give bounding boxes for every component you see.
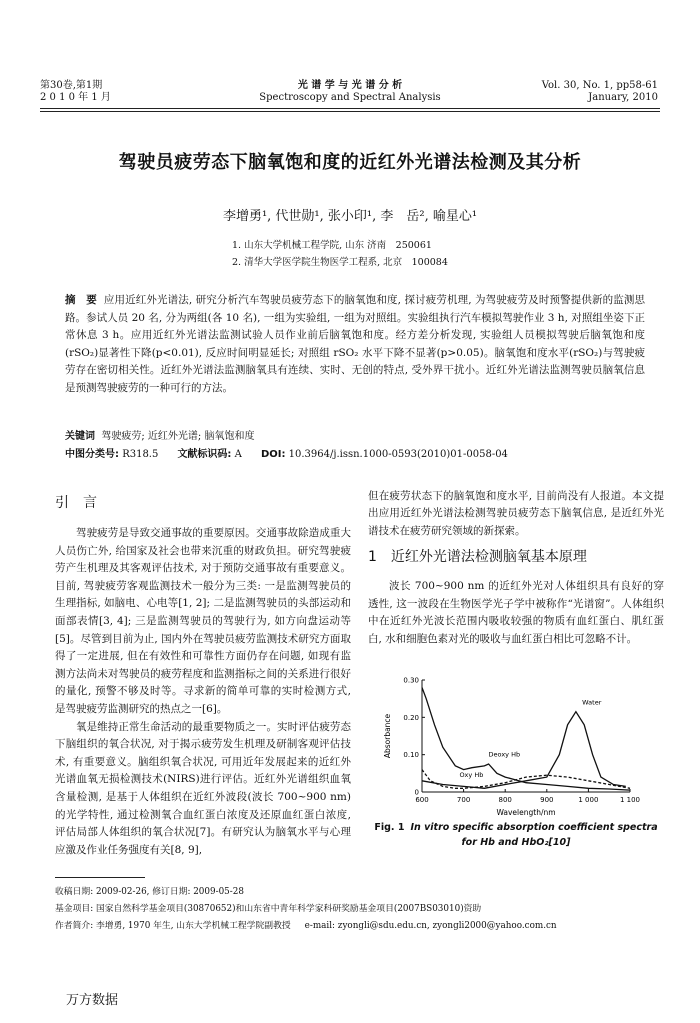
volume-label: 第30卷,第1期 [40,80,103,91]
abstract [65,292,645,397]
header-rule [40,108,660,109]
right-column [368,578,664,648]
footnote-author [55,918,665,935]
keywords-text: 驾驶疲劳; 近红外光谱; 脑氧饱和度 [101,431,255,442]
intro-paragraph-1: 驾驶疲劳是导致交通事故的重要原因。交通事故除造成重大人员伤亡外, 给国家及社会也带来沉重的财政负担。研究驾驶疲劳产生机理及其客观评估技术, 对于预防交通事故有重要意义。目前, 驾驶疲劳客观监测技术一般分为三类: 一是监测驾驶员的生理指标, 如脑电、心电等[1, 2]; 二是监测驾驶员的头部运动和面部表情[3, 4]; 三是监测驾驶员的驾驶行为, 如方向盘运动等[5]。尽管到目前为止, 国内外在驾驶员疲劳监测技术研究方面取得了一定进展, 但在有效性和可靠性方面仍存在问题, 如现有监测方法尚未对驾驶员的疲劳程度和监测指标之间的关系进行很好的量化, 预警不够及时等。寻求新的简单可靠的实时检测方式, 是驾驶疲劳监测研究的热点之一[6]。 [55,527,351,715]
citation: Vol. 30, No. 1, pp58-61 [541,80,658,91]
doi-value: 10.3964/j.issn.1000-0593(2010)01-0058-04 [288,449,508,460]
series-label-deoxy-hb: Deoxy Hb [488,750,521,759]
x-tick-label: 1 000 [578,796,599,804]
clc-value: R318.5 [122,449,159,460]
watermark: 万方数据 [66,993,119,1008]
series-line-water [422,712,626,789]
intro-heading: 引 言 [55,495,97,511]
x-axis-label: Wavelength/nm [496,808,556,817]
doc-label: 文献标识码: [177,449,232,460]
doc-value: A [234,449,242,460]
header-rule-thin [40,111,660,112]
x-tick-label: 600 [415,796,429,804]
month-en: January, 2010 [588,92,658,103]
y-tick-label: 0 [414,788,419,797]
x-tick-label: 1 100 [619,796,641,804]
footnote-email: e-mail: zyongli@sdu.edu.cn, zyongli2000@yahoo.com.cn [304,921,557,931]
figure-label: Fig. 1 [374,822,405,833]
section1-heading: 1 近红外光谱法检测脑氧基本原理 [368,549,587,565]
y-axis-label: Absorbance [383,713,392,759]
doi-label: DOI: [260,449,286,460]
abstract-label: 摘 要 [65,294,97,306]
absorption-spectra-chart [380,674,642,820]
affiliation-2: 2. 清华大学医学院生物医学工程系, 北京 100084 [232,257,448,268]
footnote-author-text: 作者简介: 李增勇, 1970 年生, 山东大学机械工程学院副教授 [55,921,291,931]
x-tick-label: 900 [540,796,554,804]
x-tick-label: 800 [498,796,512,804]
footnote-received: 收稿日期: 2009-02-26, 修订日期: 2009-05-28 [55,887,244,897]
y-tick-label: 0.10 [403,751,419,760]
header-citation [542,80,658,104]
paper-title: 驾驶员疲劳态下脑氧饱和度的近红外光谱法检测及其分析 [118,152,582,173]
footnotes [55,884,665,935]
clc-label: 中图分类号: [65,449,119,460]
series-label-water: Water [582,698,602,707]
y-tick-label: 0.30 [403,676,419,685]
x-tick-label: 700 [456,796,471,804]
keywords-block [65,428,645,464]
keywords-label: 关键词 [65,431,95,442]
figure-caption-text: In vitro specific absorption coefficient spectra for Hb and HbO₂[10] [410,822,658,848]
authors: 李增勇¹, 代世勋¹, 张小印¹, 李 岳², 喻星心¹ [222,209,478,224]
series-label-oxy-hb: Oxy Hb [459,771,484,780]
intro-paragraph-2: 氧是维持正常生命活动的最重要物质之一。实时评估疲劳态下脑组织的氧合状况, 对于揭示疲劳发生机理及研制客观评估技术, 有重要意义。脑组织氧合状况, 可用近年发展起来的近红外光谱血氧无损检测技术(NIRS)进行评估。近红外光谱组织血氧含量检测, 是基于人体组织在近红外波段(波长 700~900 nm)的光学特性, 通过检测氧合血红蛋白浓度及还原血红蛋白浓度, 评估局部人体组织的氧合状况[7]。有研究认为脑氧水平与心理应激及作业任务强度有关[8, 9], [55,720,351,856]
affiliation-1: 1. 山东大学机械工程学院, 山东 济南 250061 [232,240,432,251]
affiliations [232,237,448,271]
section1-paragraph: 波长 700~900 nm 的近红外光对人体组织具有良好的穿透性, 这一波段在生物医学光子学中被称作“光谱窗”。人体组织中在近红外光波长范围内吸收较强的物质有血红蛋白、肌红蛋白, 水和细胞色素对光的吸收与血红蛋白相比可忽略不计。 [368,580,664,645]
date-label: 2 0 1 0 年 1 月 [40,92,111,103]
journal-en: Spectroscopy and Spectral Analysis [259,92,441,103]
y-tick-label: 0.20 [403,713,419,722]
intro-paragraph-3: 但在疲劳状态下的脑氧饱和度水平, 目前尚没有人报道。本文提出应用近红外光谱法检测驾驶员疲劳态下脑氧信息, 是近红外光谱技术在疲劳研究领域的新探索。 [368,489,664,537]
right-column-top [368,477,664,551]
footnote-fund: 基金项目: 国家自然科学基金项目(30870652)和山东省中青年科学家科研奖励基金项目(2007BS03010)资助 [55,904,482,914]
journal-cn: 光 谱 学 与 光 谱 分 析 [297,80,403,91]
left-column [55,525,351,859]
figure-caption [368,820,664,850]
abstract-text: 应用近红外光谱法, 研究分析汽车驾驶员疲劳态下的脑氧饱和度, 探讨疲劳机理, 为驾驶疲劳及时预警提供新的监测思路。参试人员 20 名, 分为两组(各 10 名), 一组为实验组, 一组为对照组。实验组执行汽车模拟驾驶作业 3 h, 对照组坐姿下正常休息 3 h。应用近红外光谱法监测试验人员作业前后脑氧饱和度。经方差分析发现, 实验组人员模拟驾驶后脑氧饱和度(rSO₂)显著性下降(p<0.01), 反应时间明显延长; 对照组 rSO₂ 水平下降不显著(p>0.05)。脑氧饱和度水平(rSO₂)与驾驶疲劳存在密切相关性。近红外光谱法监测脑氧具有连续、实时、无创的特点, 受外界干扰小。近红外光谱法监测驾驶员脑氧信息是预测驾驶疲劳的一种可行的方法。 [65,294,645,394]
footnote-rule [55,877,145,878]
